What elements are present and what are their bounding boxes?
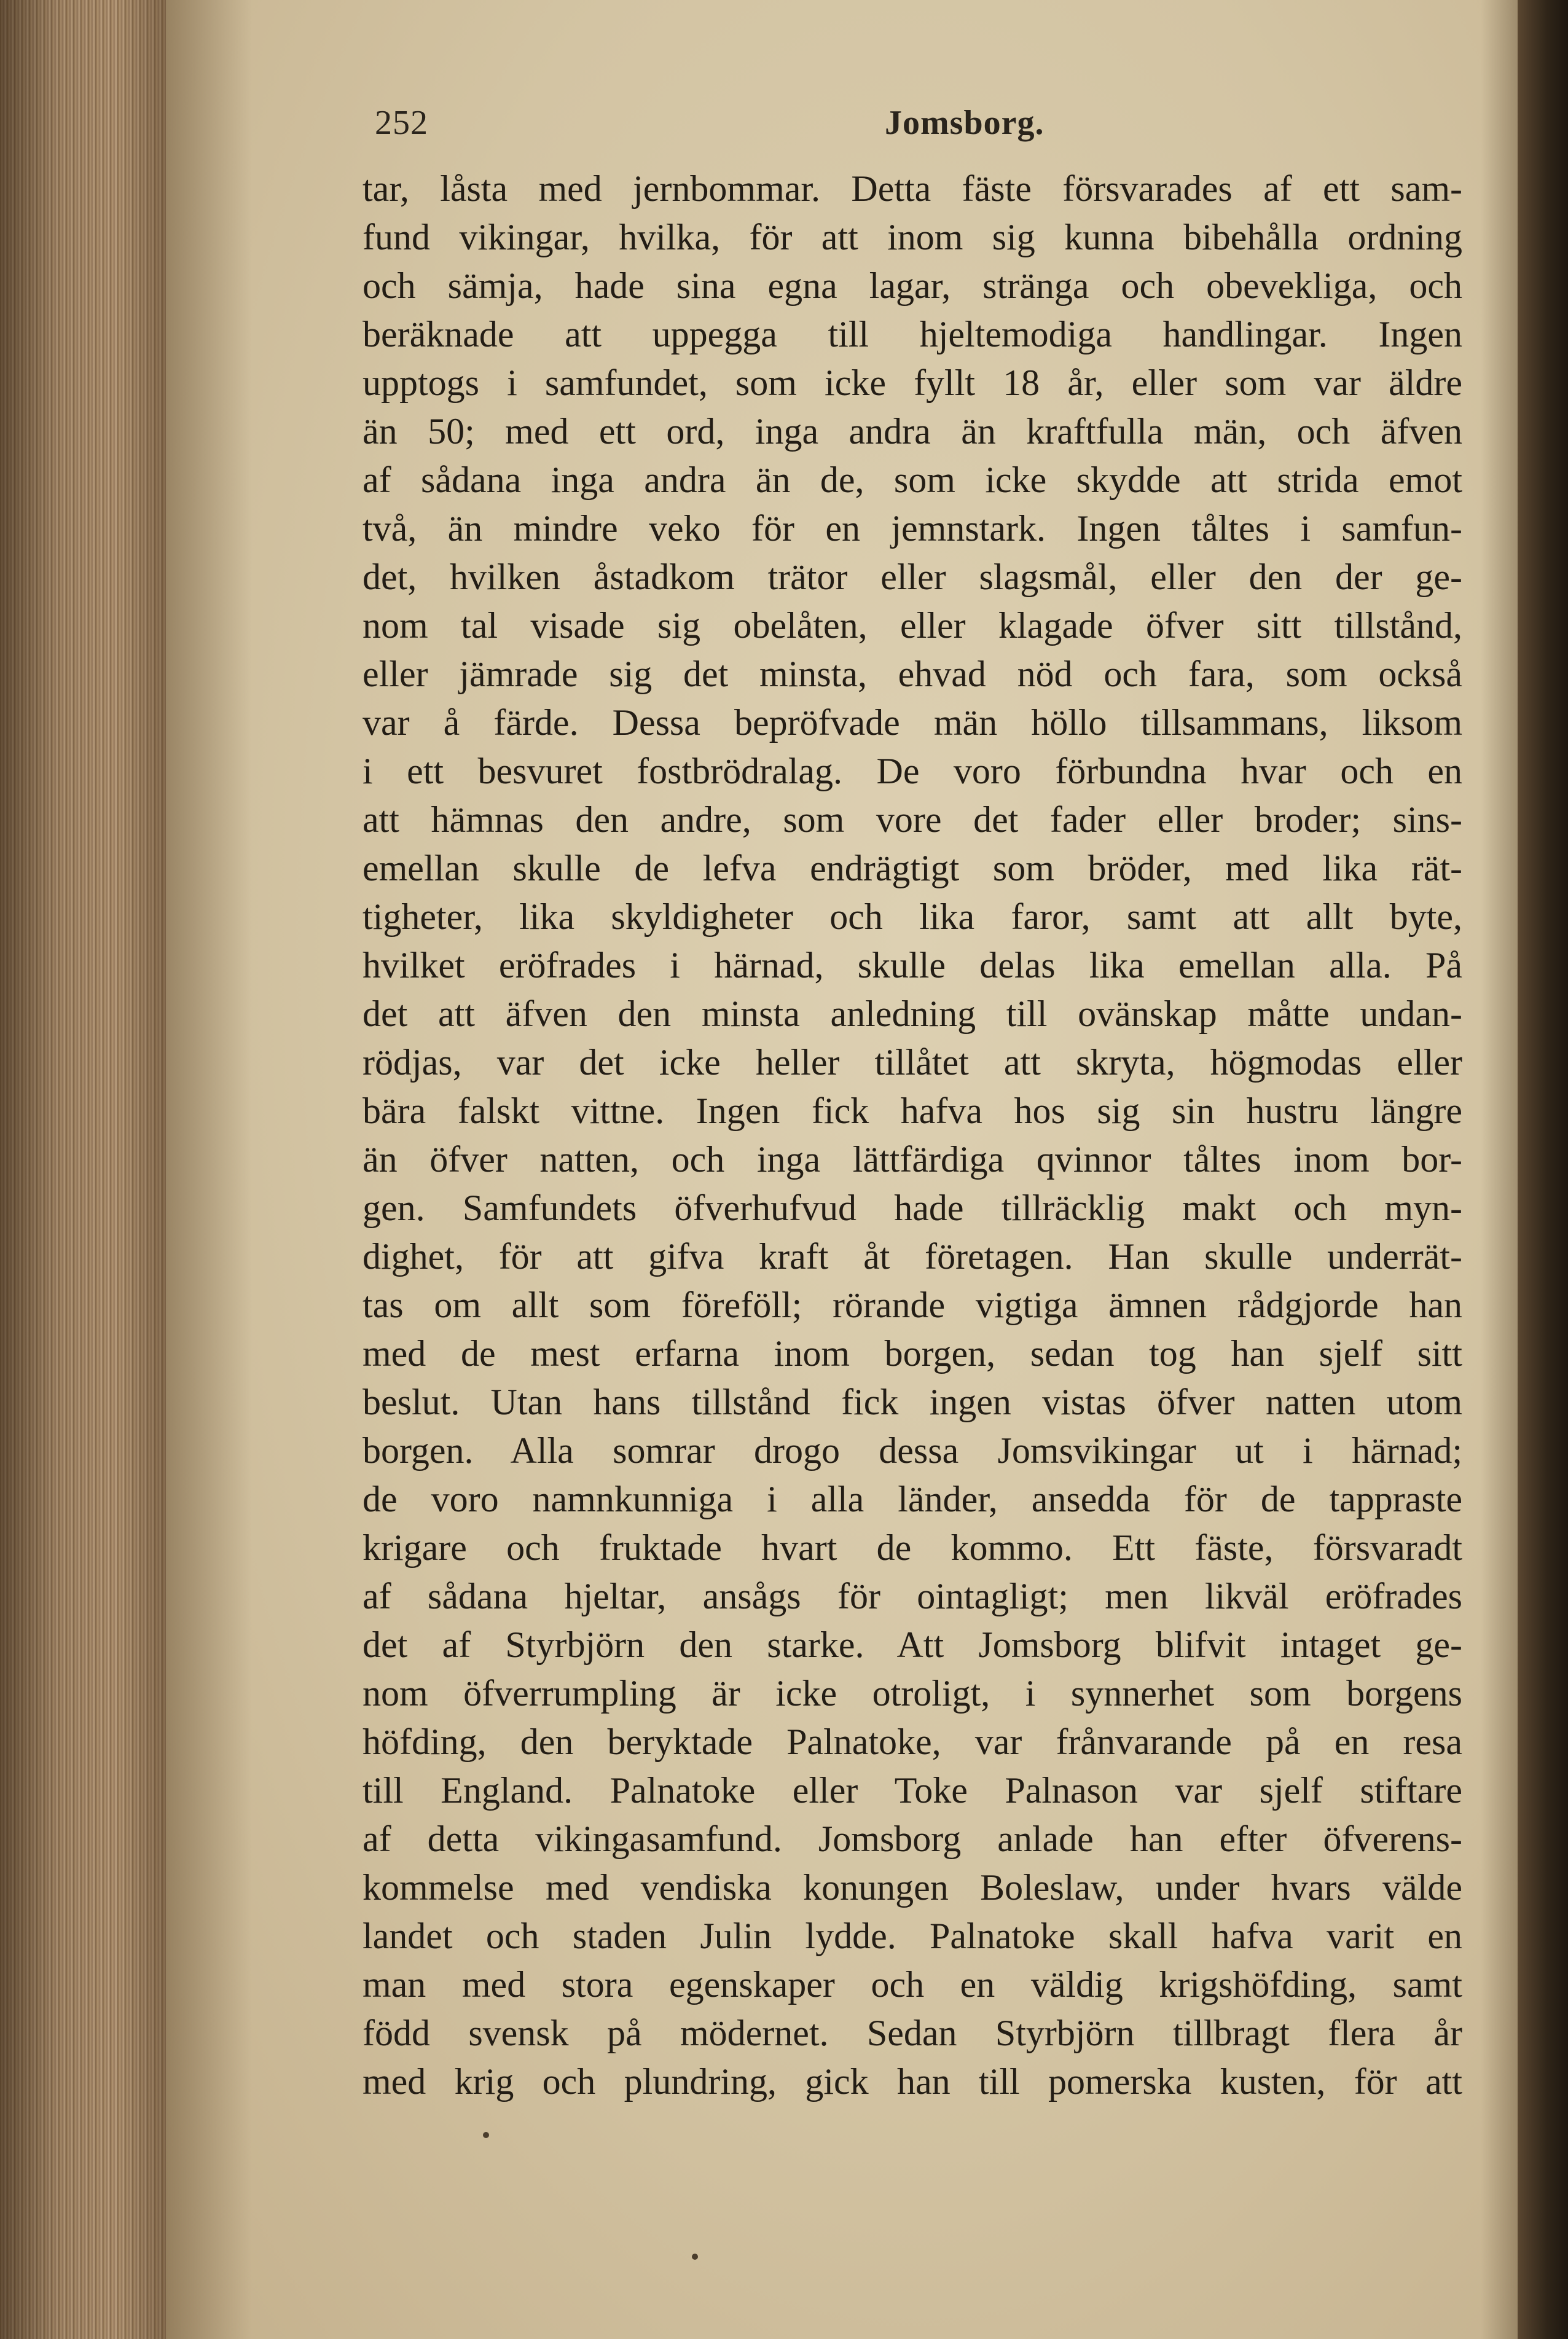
- text-line: kommelse med vendiska konungen Boleslaw, under hvars välde: [363, 1867, 1462, 1908]
- book-page-edges: [0, 0, 166, 2339]
- text-line: beräknade att uppegga till hjeltemodiga handlingar. Ingen: [363, 314, 1462, 355]
- ink-speck: [483, 2132, 489, 2138]
- text-line: i ett besvuret fostbrödralag. De voro förbundna hvar och en: [363, 751, 1462, 791]
- text-line: det, hvilken åstadkom trätor eller slagsmål, eller den der ge-: [363, 557, 1462, 597]
- text-line: med krig och plundring, gick han till pomerska kusten, för att: [363, 2061, 1462, 2102]
- text-line: man med stora egenskaper och en väldig krigshöfding, samt: [363, 1964, 1462, 2005]
- text-line: tar, låsta med jernbommar. Detta fäste försvarades af ett sam-: [363, 168, 1462, 209]
- text-line: att hämnas den andre, som vore det fader eller broder; sins-: [363, 799, 1462, 840]
- text-line: än öfver natten, och inga lättfärdiga qvinnor tåltes inom bor-: [363, 1139, 1462, 1180]
- ink-speck: [692, 2254, 698, 2260]
- text-line: till England. Palnatoke eller Toke Palnason var sjelf stiftare: [363, 1770, 1462, 1811]
- text-line: två, än mindre veko för en jemnstark. Ingen tåltes i samfun-: [363, 508, 1462, 549]
- text-line: beslut. Utan hans tillstånd fick ingen vistas öfver natten utom: [363, 1382, 1462, 1422]
- text-line: af sådana inga andra än de, som icke skydde att strida emot: [363, 460, 1462, 500]
- text-line: var å färde. Dessa bepröfvade män höllo tillsammans, liksom: [363, 702, 1462, 743]
- text-line: eller jämrade sig det minsta, ehvad nöd och fara, som också: [363, 654, 1462, 694]
- text-line: upptogs i samfundet, som icke fyllt 18 år, eller som var äldre: [363, 362, 1462, 403]
- text-line: det att äfven den minsta anledning till ovänskap måtte undan-: [363, 993, 1462, 1034]
- text-line: hvilket eröfrades i härnad, skulle delas lika emellan alla. På: [363, 945, 1462, 985]
- text-line: de voro namnkunniga i alla länder, ansedda för de tappraste: [363, 1479, 1462, 1519]
- text-line: gen. Samfundets öfverhufvud hade tillräcklig makt och myn-: [363, 1188, 1462, 1228]
- body-text: [363, 165, 1462, 2106]
- text-line: nom tal visade sig obelåten, eller klagade öfver sitt tillstånd,: [363, 605, 1462, 646]
- page-number: 252: [375, 104, 428, 142]
- text-line: fund vikingar, hvilka, för att inom sig kunna bibehålla ordning: [363, 217, 1462, 257]
- text-line: och sämja, hade sina egna lagar, stränga och obevekliga, och: [363, 265, 1462, 306]
- text-line: krigare och fruktade hvart de kommo. Ett fäste, försvaradt: [363, 1527, 1462, 1568]
- text-line: af sådana hjeltar, ansågs för ointagligt; men likväl eröfrades: [363, 1576, 1462, 1616]
- text-line: af detta vikingasamfund. Jomsborg anlade han efter öfverens-: [363, 1819, 1462, 1859]
- text-line: höfding, den beryktade Palnatoke, var frånvarande på en resa: [363, 1722, 1462, 1762]
- text-line: borgen. Alla somrar drogo dessa Jomsvikingar ut i härnad;: [363, 1430, 1462, 1471]
- text-line: det af Styrbjörn den starke. Att Jomsborg blifvit intaget ge-: [363, 1624, 1462, 1665]
- text-line: nom öfverrumpling är icke otroligt, i synnerhet som borgens: [363, 1673, 1462, 1714]
- text-line: född svensk på mödernet. Sedan Styrbjörn tillbragt flera år: [363, 2013, 1462, 2053]
- text-line: än 50; med ett ord, inga andra än kraftfulla män, och äfven: [363, 411, 1462, 452]
- text-line: bära falskt vittne. Ingen fick hafva hos sig sin hustru längre: [363, 1091, 1462, 1131]
- running-head: [209, 103, 1475, 159]
- text-line: med de mest erfarna inom borgen, sedan tog han sjelf sitt: [363, 1333, 1462, 1374]
- text-line: landet och staden Julin lydde. Palnatoke skall hafva varit en: [363, 1916, 1462, 1956]
- text-line: emellan skulle de lefva endrägtigt som bröder, med lika rät-: [363, 848, 1462, 888]
- book-cover-edge: [1518, 0, 1568, 2339]
- text-line: tas om allt som föreföll; rörande vigtiga ämnen rådgjorde han: [363, 1285, 1462, 1325]
- text-line: dighet, för att gifva kraft åt företagen. Han skulle underrät-: [363, 1236, 1462, 1277]
- text-line: rödjas, var det icke heller tillåtet att skryta, högmodas eller: [363, 1042, 1462, 1083]
- text-line: tigheter, lika skyldigheter och lika faror, samt att allt byte,: [363, 896, 1462, 937]
- page-title: Jomsborg.: [885, 104, 1045, 142]
